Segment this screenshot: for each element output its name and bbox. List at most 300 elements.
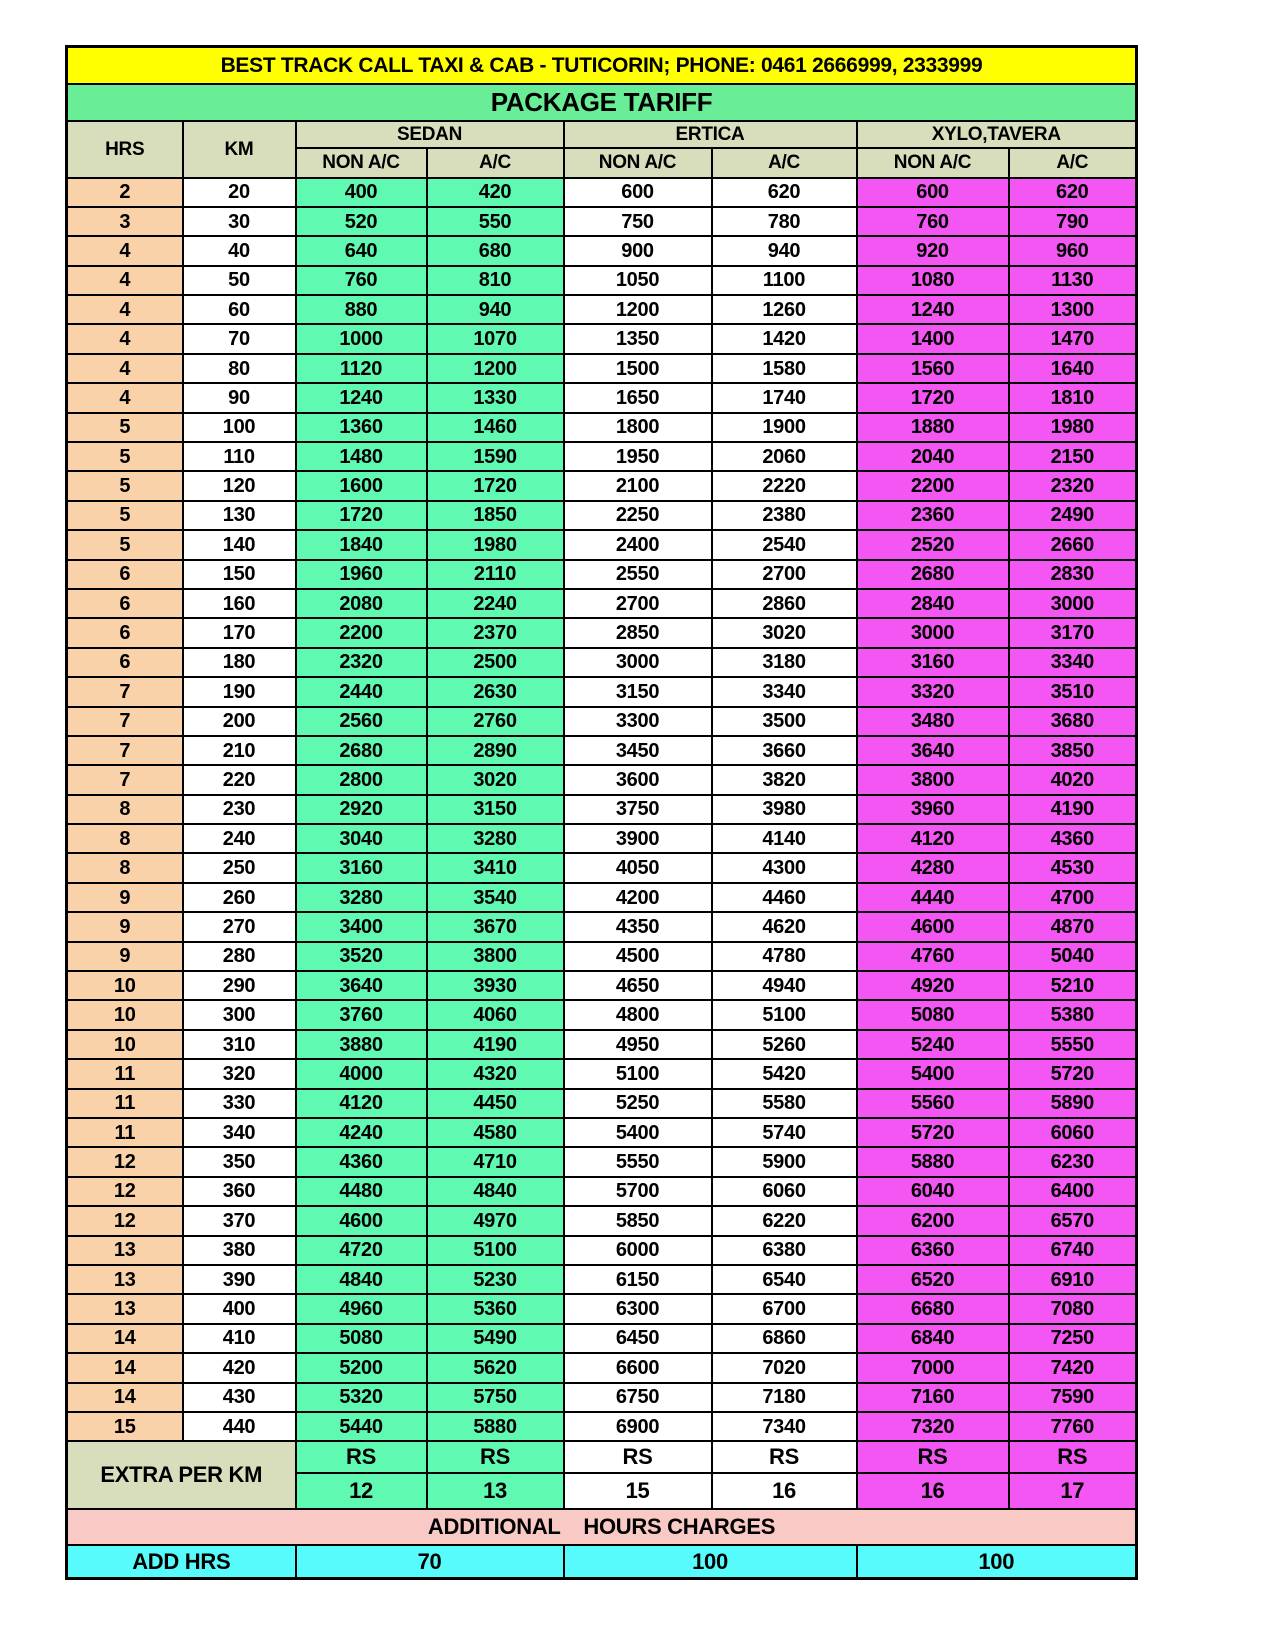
ertica-nonac-cell: 3450 xyxy=(564,736,712,765)
xylo-ac-cell: 620 xyxy=(1009,178,1137,207)
ertica-ac-cell: 6860 xyxy=(712,1324,857,1353)
ertica-ac-cell: 1740 xyxy=(712,383,857,412)
ertica-nonac-cell: 6450 xyxy=(564,1324,712,1353)
sedan-ac-cell: 4710 xyxy=(427,1147,564,1176)
xylo-nonac-cell: 6840 xyxy=(857,1324,1009,1353)
ertica-ac-cell: 7340 xyxy=(712,1412,857,1441)
hrs-cell: 2 xyxy=(67,178,183,207)
extra-km-rate-sedan-nonac: 12 xyxy=(296,1473,427,1509)
sedan-nonac-cell: 2320 xyxy=(296,648,427,677)
hrs-cell: 8 xyxy=(67,853,183,882)
ertica-ac-cell: 4940 xyxy=(712,971,857,1000)
fare-row xyxy=(67,1265,1137,1294)
ertica-ac-cell: 5260 xyxy=(712,1030,857,1059)
km-cell: 220 xyxy=(183,765,296,794)
sedan-ac-cell: 2500 xyxy=(427,648,564,677)
ertica-ac-cell: 940 xyxy=(712,236,857,265)
sedan-nonac-cell: 4840 xyxy=(296,1265,427,1294)
ertica-ac-cell: 2540 xyxy=(712,530,857,559)
xylo-nonac-cell: 7160 xyxy=(857,1383,1009,1412)
extra-per-km-label: EXTRA PER KM xyxy=(67,1441,296,1509)
ertica-nonac-cell: 3750 xyxy=(564,795,712,824)
sedan-nonac-cell: 1600 xyxy=(296,471,427,500)
xylo-nonac-cell: 5880 xyxy=(857,1147,1009,1176)
km-cell: 110 xyxy=(183,442,296,471)
subtitle-row xyxy=(67,84,1137,121)
xylo-nonac-cell: 4760 xyxy=(857,942,1009,971)
ertica-ac-cell: 7020 xyxy=(712,1353,857,1382)
sedan-nonac-cell: 4960 xyxy=(296,1294,427,1323)
xylo-nonac-cell: 5080 xyxy=(857,1000,1009,1029)
xylo-ac-cell: 4360 xyxy=(1009,824,1137,853)
xylo-nonac-cell: 3160 xyxy=(857,648,1009,677)
xylo-nonac-cell: 1240 xyxy=(857,295,1009,324)
xylo-nonac-cell: 3000 xyxy=(857,618,1009,647)
xylo-ac-cell: 6570 xyxy=(1009,1206,1137,1235)
xylo-nonac-cell: 3480 xyxy=(857,707,1009,736)
ertica-ac-cell: 4140 xyxy=(712,824,857,853)
ertica-ac-cell: 5580 xyxy=(712,1089,857,1118)
xylo-nonac-cell: 6680 xyxy=(857,1294,1009,1323)
hrs-cell: 8 xyxy=(67,824,183,853)
xylo-nonac-cell: 6520 xyxy=(857,1265,1009,1294)
sedan-nonac-cell: 2200 xyxy=(296,618,427,647)
sedan-ac-cell: 1330 xyxy=(427,383,564,412)
ertica-ac-cell: 7180 xyxy=(712,1383,857,1412)
fare-row xyxy=(67,178,1137,207)
xylo-nonac-cell: 760 xyxy=(857,207,1009,236)
km-cell: 370 xyxy=(183,1206,296,1235)
fare-row xyxy=(67,1089,1137,1118)
ertica-nonac-cell: 2700 xyxy=(564,589,712,618)
page-title: BEST TRACK CALL TAXI & CAB - TUTICORIN; PHONE: 0461 2666999, 2333999 xyxy=(67,47,1137,84)
hrs-cell: 5 xyxy=(67,501,183,530)
km-cell: 150 xyxy=(183,560,296,589)
sedan-ac-cell: 3020 xyxy=(427,765,564,794)
hrs-cell: 6 xyxy=(67,618,183,647)
sedan-ac-cell: 5750 xyxy=(427,1383,564,1412)
ertica-nonac-cell: 4500 xyxy=(564,942,712,971)
xylo-ac-cell: 2660 xyxy=(1009,530,1137,559)
rs-label-xylo-nonac: RS xyxy=(857,1441,1009,1473)
km-cell: 200 xyxy=(183,707,296,736)
xylo-nonac-cell: 1560 xyxy=(857,354,1009,383)
column-group-header-row xyxy=(67,121,1137,148)
ertica-nonac-cell: 5850 xyxy=(564,1206,712,1235)
sedan-nonac-cell: 400 xyxy=(296,178,427,207)
ertica-ac-cell: 3820 xyxy=(712,765,857,794)
ertica-ac-cell: 4620 xyxy=(712,912,857,941)
km-cell: 90 xyxy=(183,383,296,412)
xylo-ac-cell: 7080 xyxy=(1009,1294,1137,1323)
ertica-ac-cell: 3980 xyxy=(712,795,857,824)
sedan-nonac-cell: 4240 xyxy=(296,1118,427,1147)
hrs-cell: 13 xyxy=(67,1265,183,1294)
hrs-cell: 4 xyxy=(67,383,183,412)
km-cell: 320 xyxy=(183,1059,296,1088)
hrs-cell: 5 xyxy=(67,442,183,471)
xylo-ac-cell: 3170 xyxy=(1009,618,1137,647)
km-cell: 380 xyxy=(183,1236,296,1265)
package-tariff-banner: PACKAGE TARIFF xyxy=(67,84,1137,121)
fare-row xyxy=(67,853,1137,882)
km-cell: 160 xyxy=(183,589,296,618)
xylo-nonac-cell: 3800 xyxy=(857,765,1009,794)
km-cell: 400 xyxy=(183,1294,296,1323)
sedan-nonac-cell: 5200 xyxy=(296,1353,427,1382)
xylo-nonac-cell: 6040 xyxy=(857,1177,1009,1206)
hrs-cell: 6 xyxy=(67,648,183,677)
fare-row xyxy=(67,442,1137,471)
km-cell: 80 xyxy=(183,354,296,383)
xylo-ac-cell: 3680 xyxy=(1009,707,1137,736)
ertica-ac-cell: 4460 xyxy=(712,883,857,912)
km-cell: 210 xyxy=(183,736,296,765)
xylo-ac-cell: 5550 xyxy=(1009,1030,1137,1059)
sedan-ac-cell: 3670 xyxy=(427,912,564,941)
fare-row xyxy=(67,530,1137,559)
ertica-ac-cell: 1260 xyxy=(712,295,857,324)
ertica-nonac-cell: 2100 xyxy=(564,471,712,500)
fare-rows-body xyxy=(67,178,1137,1442)
xylo-ac-cell: 1640 xyxy=(1009,354,1137,383)
ertica-ac-cell: 620 xyxy=(712,178,857,207)
fare-row xyxy=(67,1000,1137,1029)
fare-row xyxy=(67,471,1137,500)
ertica-nonac-cell: 600 xyxy=(564,178,712,207)
xylo-nonac-cell: 4280 xyxy=(857,853,1009,882)
col-group-ertica: ERTICA xyxy=(564,121,857,148)
fare-row xyxy=(67,765,1137,794)
ertica-nonac-cell: 1650 xyxy=(564,383,712,412)
extra-km-rate-ertica-ac: 16 xyxy=(712,1473,857,1509)
fare-row xyxy=(67,1118,1137,1147)
ertica-nonac-cell: 4200 xyxy=(564,883,712,912)
sedan-nonac-cell: 1120 xyxy=(296,354,427,383)
ertica-ac-cell: 5100 xyxy=(712,1000,857,1029)
ertica-nonac-cell: 2250 xyxy=(564,501,712,530)
add-hrs-rate-xylo: 100 xyxy=(857,1545,1137,1578)
sedan-ac-cell: 3540 xyxy=(427,883,564,912)
sedan-ac-cell: 3280 xyxy=(427,824,564,853)
ertica-ac-cell: 6060 xyxy=(712,1177,857,1206)
km-cell: 300 xyxy=(183,1000,296,1029)
xylo-ac-cell: 1810 xyxy=(1009,383,1137,412)
col-header-hrs: HRS xyxy=(67,121,183,178)
sedan-nonac-cell: 3400 xyxy=(296,912,427,941)
ertica-nonac-cell: 5250 xyxy=(564,1089,712,1118)
ertica-ac-cell: 2860 xyxy=(712,589,857,618)
sedan-nonac-cell: 4600 xyxy=(296,1206,427,1235)
xylo-nonac-cell: 2520 xyxy=(857,530,1009,559)
hrs-cell: 10 xyxy=(67,971,183,1000)
hrs-cell: 13 xyxy=(67,1236,183,1265)
km-cell: 120 xyxy=(183,471,296,500)
xylo-ac-cell: 5380 xyxy=(1009,1000,1137,1029)
ertica-nonac-cell: 3600 xyxy=(564,765,712,794)
xylo-ac-cell: 790 xyxy=(1009,207,1137,236)
sedan-ac-cell: 1460 xyxy=(427,413,564,442)
km-cell: 340 xyxy=(183,1118,296,1147)
fare-row xyxy=(67,383,1137,412)
sedan-nonac-cell: 1960 xyxy=(296,560,427,589)
km-cell: 170 xyxy=(183,618,296,647)
sedan-ac-cell: 3150 xyxy=(427,795,564,824)
sedan-ac-cell: 2630 xyxy=(427,677,564,706)
xylo-ac-cell: 2150 xyxy=(1009,442,1137,471)
ertica-ac-cell: 3660 xyxy=(712,736,857,765)
xylo-nonac-cell: 5720 xyxy=(857,1118,1009,1147)
sedan-nonac-cell: 3760 xyxy=(296,1000,427,1029)
add-hrs-label: ADD HRS xyxy=(67,1545,296,1578)
fare-row xyxy=(67,1236,1137,1265)
ertica-nonac-cell: 3000 xyxy=(564,648,712,677)
xylo-ac-cell: 3340 xyxy=(1009,648,1137,677)
xylo-nonac-cell: 2200 xyxy=(857,471,1009,500)
sedan-nonac-cell: 5320 xyxy=(296,1383,427,1412)
sedan-ac-cell: 550 xyxy=(427,207,564,236)
ertica-nonac-cell: 4950 xyxy=(564,1030,712,1059)
xylo-ac-cell: 6060 xyxy=(1009,1118,1137,1147)
ertica-nonac-cell: 4650 xyxy=(564,971,712,1000)
ertica-nonac-cell: 3900 xyxy=(564,824,712,853)
ertica-nonac-cell: 4050 xyxy=(564,853,712,882)
xylo-ac-cell: 3000 xyxy=(1009,589,1137,618)
hrs-cell: 12 xyxy=(67,1147,183,1176)
ertica-ac-cell: 2700 xyxy=(712,560,857,589)
hrs-cell: 12 xyxy=(67,1206,183,1235)
sedan-nonac-cell: 1000 xyxy=(296,324,427,353)
xylo-nonac-cell: 3960 xyxy=(857,795,1009,824)
ertica-nonac-cell: 1800 xyxy=(564,413,712,442)
xylo-ac-cell: 6740 xyxy=(1009,1236,1137,1265)
km-cell: 40 xyxy=(183,236,296,265)
xylo-ac-cell: 5720 xyxy=(1009,1059,1137,1088)
hrs-cell: 9 xyxy=(67,942,183,971)
xylo-ac-cell: 6910 xyxy=(1009,1265,1137,1294)
sedan-nonac-cell: 1840 xyxy=(296,530,427,559)
xylo-ac-cell: 4530 xyxy=(1009,853,1137,882)
sedan-ac-cell: 5880 xyxy=(427,1412,564,1441)
sedan-nonac-cell: 880 xyxy=(296,295,427,324)
fare-row xyxy=(67,677,1137,706)
sedan-nonac-cell: 4720 xyxy=(296,1236,427,1265)
fare-row xyxy=(67,295,1137,324)
additional-hours-header-row xyxy=(67,1509,1137,1545)
xylo-nonac-cell: 7000 xyxy=(857,1353,1009,1382)
ertica-nonac-cell: 4350 xyxy=(564,912,712,941)
xylo-ac-cell: 5210 xyxy=(1009,971,1137,1000)
hrs-cell: 4 xyxy=(67,354,183,383)
ertica-nonac-cell: 1350 xyxy=(564,324,712,353)
sedan-nonac-cell: 760 xyxy=(296,266,427,295)
extra-km-rate-xylo-nonac: 16 xyxy=(857,1473,1009,1509)
km-cell: 230 xyxy=(183,795,296,824)
xylo-nonac-cell: 600 xyxy=(857,178,1009,207)
fare-row xyxy=(67,1177,1137,1206)
ertica-ac-cell: 6700 xyxy=(712,1294,857,1323)
xylo-ac-cell: 4870 xyxy=(1009,912,1137,941)
xylo-nonac-cell: 1080 xyxy=(857,266,1009,295)
subheader-xylo-nonac: NON A/C xyxy=(857,148,1009,178)
km-cell: 20 xyxy=(183,178,296,207)
sedan-nonac-cell: 1720 xyxy=(296,501,427,530)
km-cell: 290 xyxy=(183,971,296,1000)
hrs-cell: 5 xyxy=(67,530,183,559)
km-cell: 100 xyxy=(183,413,296,442)
xylo-ac-cell: 5890 xyxy=(1009,1089,1137,1118)
xylo-nonac-cell: 2360 xyxy=(857,501,1009,530)
extra-per-km-rs-row xyxy=(67,1441,1137,1473)
rs-label-ertica-nonac: RS xyxy=(564,1441,712,1473)
xylo-ac-cell: 1980 xyxy=(1009,413,1137,442)
sedan-ac-cell: 3800 xyxy=(427,942,564,971)
ertica-ac-cell: 6380 xyxy=(712,1236,857,1265)
title-row xyxy=(67,47,1137,84)
xylo-ac-cell: 2490 xyxy=(1009,501,1137,530)
xylo-ac-cell: 4700 xyxy=(1009,883,1137,912)
ertica-ac-cell: 1420 xyxy=(712,324,857,353)
xylo-nonac-cell: 3640 xyxy=(857,736,1009,765)
xylo-nonac-cell: 5240 xyxy=(857,1030,1009,1059)
sedan-nonac-cell: 3280 xyxy=(296,883,427,912)
subheader-sedan-ac: A/C xyxy=(427,148,564,178)
hrs-cell: 14 xyxy=(67,1383,183,1412)
xylo-nonac-cell: 2840 xyxy=(857,589,1009,618)
rs-label-sedan-nonac: RS xyxy=(296,1441,427,1473)
ertica-nonac-cell: 6600 xyxy=(564,1353,712,1382)
ertica-ac-cell: 5420 xyxy=(712,1059,857,1088)
km-cell: 420 xyxy=(183,1353,296,1382)
extra-km-rate-xylo-ac: 17 xyxy=(1009,1473,1137,1509)
sedan-nonac-cell: 3040 xyxy=(296,824,427,853)
ertica-ac-cell: 3340 xyxy=(712,677,857,706)
fare-row xyxy=(67,501,1137,530)
ertica-ac-cell: 4300 xyxy=(712,853,857,882)
xylo-nonac-cell: 5560 xyxy=(857,1089,1009,1118)
xylo-ac-cell: 7420 xyxy=(1009,1353,1137,1382)
km-cell: 190 xyxy=(183,677,296,706)
sedan-ac-cell: 940 xyxy=(427,295,564,324)
fare-row xyxy=(67,736,1137,765)
xylo-nonac-cell: 3320 xyxy=(857,677,1009,706)
sedan-ac-cell: 1720 xyxy=(427,471,564,500)
xylo-nonac-cell: 4600 xyxy=(857,912,1009,941)
sedan-ac-cell: 1980 xyxy=(427,530,564,559)
col-header-km: KM xyxy=(183,121,296,178)
ertica-nonac-cell: 1200 xyxy=(564,295,712,324)
fare-row xyxy=(67,354,1137,383)
xylo-ac-cell: 6230 xyxy=(1009,1147,1137,1176)
sedan-nonac-cell: 2920 xyxy=(296,795,427,824)
sedan-ac-cell: 2760 xyxy=(427,707,564,736)
hrs-cell: 9 xyxy=(67,912,183,941)
xylo-nonac-cell: 2680 xyxy=(857,560,1009,589)
rs-label-ertica-ac: RS xyxy=(712,1441,857,1473)
xylo-nonac-cell: 4920 xyxy=(857,971,1009,1000)
fare-row xyxy=(67,795,1137,824)
km-cell: 60 xyxy=(183,295,296,324)
hrs-cell: 4 xyxy=(67,236,183,265)
rs-label-sedan-ac: RS xyxy=(427,1441,564,1473)
fare-row xyxy=(67,324,1137,353)
km-cell: 50 xyxy=(183,266,296,295)
fare-row xyxy=(67,1412,1137,1441)
fare-row xyxy=(67,207,1137,236)
xylo-ac-cell: 1130 xyxy=(1009,266,1137,295)
ertica-ac-cell: 2220 xyxy=(712,471,857,500)
sedan-ac-cell: 3410 xyxy=(427,853,564,882)
xylo-ac-cell: 1470 xyxy=(1009,324,1137,353)
col-group-xylo-tavera: XYLO,TAVERA xyxy=(857,121,1137,148)
sedan-ac-cell: 5230 xyxy=(427,1265,564,1294)
fare-row xyxy=(67,1059,1137,1088)
sedan-ac-cell: 1200 xyxy=(427,354,564,383)
hrs-cell: 7 xyxy=(67,765,183,794)
hrs-cell: 6 xyxy=(67,560,183,589)
sedan-ac-cell: 5620 xyxy=(427,1353,564,1382)
additional-hours-header: ADDITIONAL HOURS CHARGES xyxy=(67,1509,1137,1545)
km-cell: 270 xyxy=(183,912,296,941)
xylo-nonac-cell: 1720 xyxy=(857,383,1009,412)
sedan-ac-cell: 5100 xyxy=(427,1236,564,1265)
sedan-ac-cell: 4320 xyxy=(427,1059,564,1088)
xylo-nonac-cell: 920 xyxy=(857,236,1009,265)
sedan-nonac-cell: 3160 xyxy=(296,853,427,882)
subheader-ertica-nonac: NON A/C xyxy=(564,148,712,178)
fare-row xyxy=(67,266,1137,295)
hrs-cell: 9 xyxy=(67,883,183,912)
ertica-nonac-cell: 4800 xyxy=(564,1000,712,1029)
fare-row xyxy=(67,971,1137,1000)
sedan-nonac-cell: 4000 xyxy=(296,1059,427,1088)
sedan-ac-cell: 810 xyxy=(427,266,564,295)
ertica-ac-cell: 2380 xyxy=(712,501,857,530)
add-hrs-row xyxy=(67,1545,1137,1578)
ertica-nonac-cell: 6900 xyxy=(564,1412,712,1441)
hrs-cell: 4 xyxy=(67,266,183,295)
km-cell: 430 xyxy=(183,1383,296,1412)
sedan-nonac-cell: 2680 xyxy=(296,736,427,765)
xylo-nonac-cell: 1400 xyxy=(857,324,1009,353)
sedan-ac-cell: 4060 xyxy=(427,1000,564,1029)
sedan-ac-cell: 3930 xyxy=(427,971,564,1000)
fare-row xyxy=(67,942,1137,971)
ertica-nonac-cell: 5700 xyxy=(564,1177,712,1206)
km-cell: 350 xyxy=(183,1147,296,1176)
ertica-nonac-cell: 5400 xyxy=(564,1118,712,1147)
add-hrs-rate-ertica: 100 xyxy=(564,1545,857,1578)
sedan-ac-cell: 2370 xyxy=(427,618,564,647)
sedan-ac-cell: 4840 xyxy=(427,1177,564,1206)
fare-row xyxy=(67,707,1137,736)
sedan-nonac-cell: 3520 xyxy=(296,942,427,971)
sedan-nonac-cell: 2440 xyxy=(296,677,427,706)
hrs-cell: 11 xyxy=(67,1059,183,1088)
km-cell: 30 xyxy=(183,207,296,236)
km-cell: 390 xyxy=(183,1265,296,1294)
xylo-nonac-cell: 2040 xyxy=(857,442,1009,471)
fare-row xyxy=(67,1353,1137,1382)
subheader-ertica-ac: A/C xyxy=(712,148,857,178)
hrs-cell: 14 xyxy=(67,1353,183,1382)
hrs-cell: 10 xyxy=(67,1030,183,1059)
ertica-nonac-cell: 3300 xyxy=(564,707,712,736)
fare-row xyxy=(67,648,1137,677)
subheader-xylo-ac: A/C xyxy=(1009,148,1137,178)
sedan-nonac-cell: 2800 xyxy=(296,765,427,794)
xylo-nonac-cell: 6360 xyxy=(857,1236,1009,1265)
